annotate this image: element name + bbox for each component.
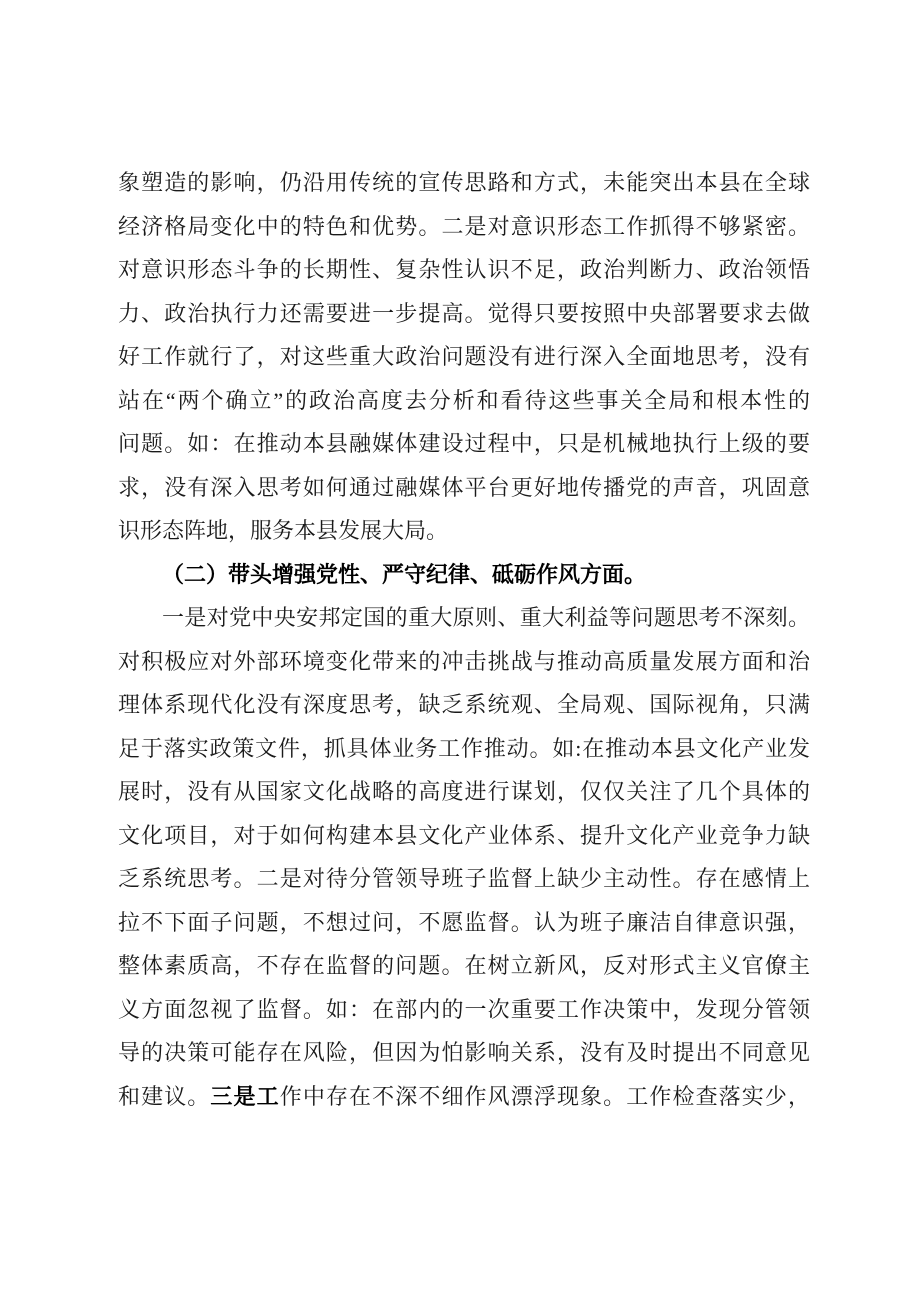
text-run: 好工作就行了，对这些重大政治问题没有进行深入全面地思考，没有 bbox=[118, 344, 810, 369]
text-run: 一是对党中央安邦定国的重大原则、重大利益等问题思考不深刻。 bbox=[162, 605, 810, 630]
text-run: 识形态阵地，服务本县发展大局。 bbox=[118, 518, 449, 543]
text-run: 文化项目，对于如何构建本县文化产业体系、提升文化产业竞争力缺 bbox=[118, 822, 810, 848]
text-line bbox=[118, 335, 810, 379]
text-line bbox=[118, 422, 810, 466]
text-line bbox=[118, 988, 810, 1032]
text-run: 拉不下面子问题，不想过问，不愿监督。认为班子廉洁自律意识强， bbox=[118, 909, 810, 935]
text-run: 足于落实政策文件，抓具体业务工作推动。如:在推动本县文化产业发 bbox=[118, 735, 810, 761]
text-run: 作中存在不深不细作风漂浮现象。工作检查落实少， bbox=[279, 1083, 810, 1109]
document-text bbox=[118, 161, 810, 1118]
text-run: 力、政治执行力还需要进一步提高。觉得只要按照中央部署要求去做 bbox=[118, 300, 810, 326]
bold-text-run: （二）带头增强党性、严守纪律、砥砺作风方面。 bbox=[162, 561, 647, 587]
text-run: 义方面忽视了监督。如：在部内的一次重要工作决策中，发现分管领 bbox=[118, 996, 810, 1022]
text-run: 站在“两个确立”的政治高度去分析和看待这些事关全局和根本性的 bbox=[118, 387, 810, 413]
text-run: 展时，没有从国家文化战略的高度进行谋划，仅仅关注了几个具体的 bbox=[118, 779, 810, 804]
text-line bbox=[118, 1075, 810, 1119]
text-line bbox=[118, 466, 810, 510]
text-run: 问题。如：在推动本县融媒体建设过程中，只是机械地执行上级的要 bbox=[118, 431, 810, 456]
text-run: 和建议。 bbox=[118, 1083, 211, 1109]
text-line bbox=[118, 901, 810, 945]
text-line bbox=[118, 509, 810, 553]
text-line bbox=[118, 553, 810, 597]
text-line bbox=[118, 727, 810, 771]
text-run: 经济格局变化中的特色和优势。二是对意识形态工作抓得不够紧密。 bbox=[118, 213, 810, 239]
text-line bbox=[118, 205, 810, 249]
text-line bbox=[118, 1031, 810, 1075]
text-line bbox=[118, 944, 810, 988]
bold-text-run: 三是工 bbox=[210, 1083, 280, 1109]
text-line bbox=[118, 683, 810, 727]
text-line bbox=[118, 770, 810, 814]
text-line bbox=[118, 292, 810, 336]
text-run: 对意识形态斗争的长期性、复杂性认识不足，政治判断力、政治领悟 bbox=[118, 257, 810, 282]
text-line bbox=[118, 857, 810, 901]
text-line bbox=[118, 248, 810, 292]
text-run: 整体素质高，不存在监督的问题。在树立新风，反对形式主义官僚主 bbox=[118, 953, 810, 978]
text-run: 理体系现代化没有深度思考，缺乏系统观、全局观、国际视角，只满 bbox=[118, 692, 810, 717]
text-run: 导的决策可能存在风险，但因为怕影响关系，没有及时提出不同意见 bbox=[118, 1040, 810, 1065]
text-line bbox=[118, 640, 810, 684]
text-run: 乏系统思考。二是对待分管领导班子监督上缺少主动性。存在感情上 bbox=[118, 866, 810, 891]
text-line bbox=[118, 379, 810, 423]
text-line bbox=[118, 814, 810, 858]
text-line bbox=[118, 161, 810, 205]
text-line bbox=[118, 596, 810, 640]
text-run: 对积极应对外部环境变化带来的冲击挑战与推动高质量发展方面和治 bbox=[118, 648, 810, 674]
text-run: 象塑造的影响，仍沿用传统的宣传思路和方式，未能突出本县在全球 bbox=[118, 170, 810, 195]
text-run: 求，没有深入思考如何通过融媒体平台更好地传播党的声音，巩固意 bbox=[118, 474, 810, 500]
